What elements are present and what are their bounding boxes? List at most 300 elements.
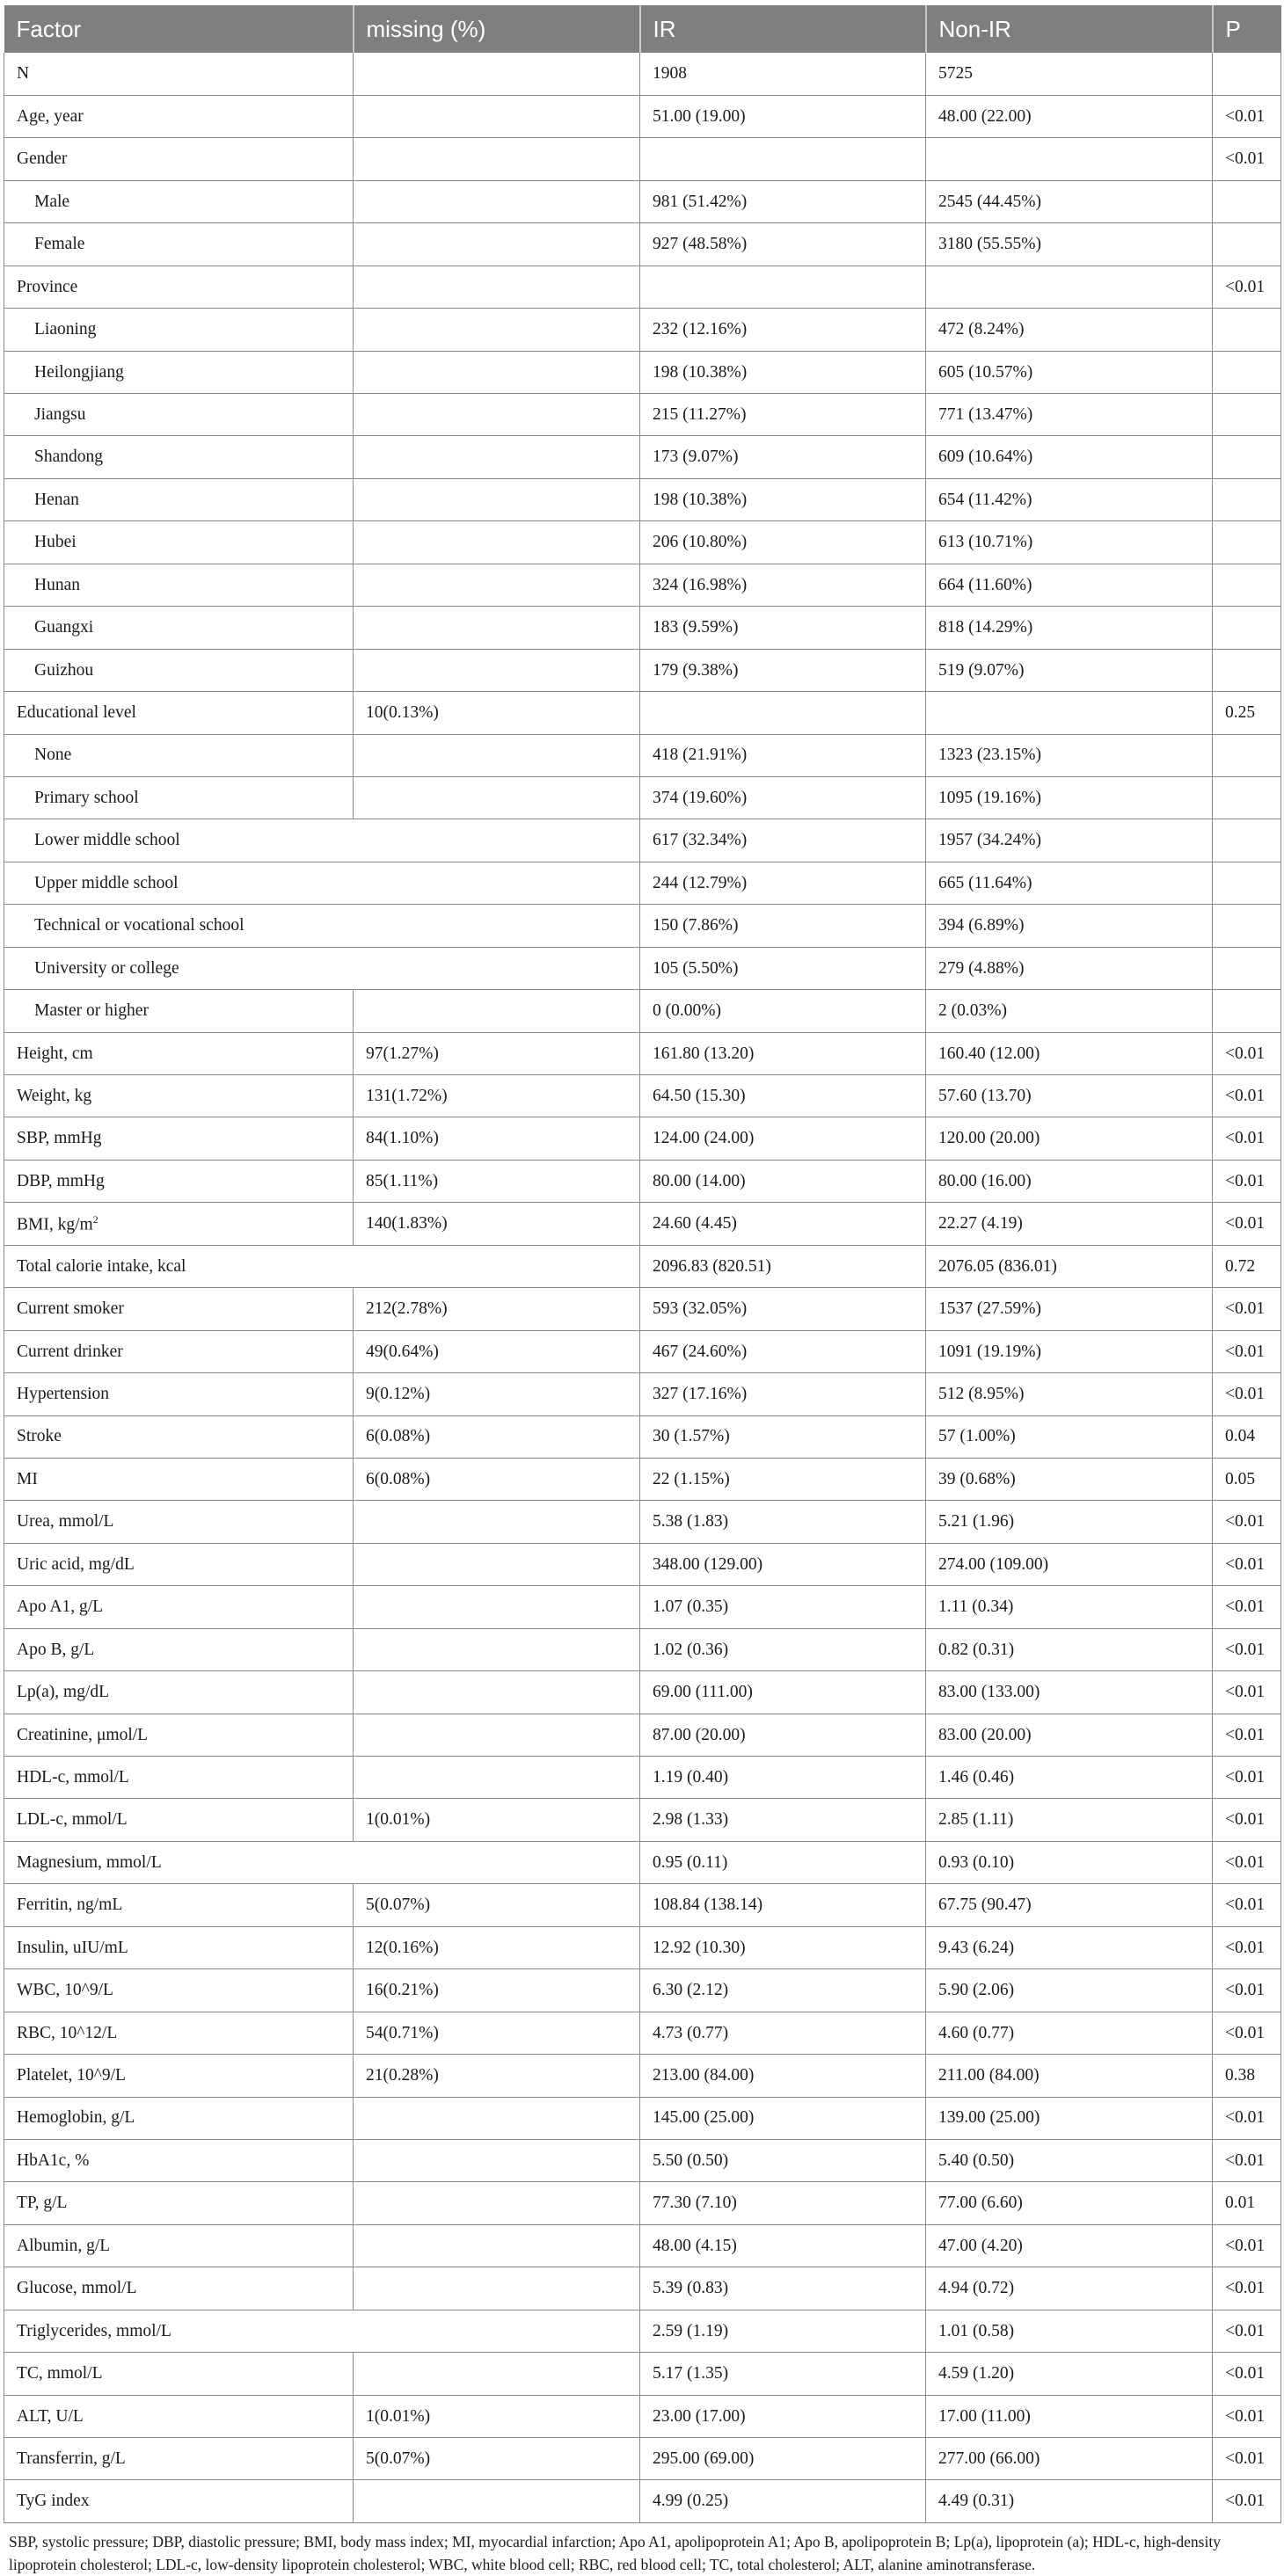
factor-label: Magnesium, mmol/L [17,1852,162,1872]
cell-p: 0.72 [1213,1245,1281,1287]
cell-p: <0.01 [1213,1926,1281,1968]
cell-p [1213,478,1281,520]
cell-missing [354,138,640,180]
table-row [4,564,1281,606]
table-row [4,2438,1281,2480]
cell-ir: 6.30 (2.12) [640,1969,926,2012]
cell-p [1213,862,1281,904]
table-row [4,223,1281,266]
factor-label: Urea, mmol/L [17,1512,114,1532]
cell-non-ir: 47.00 (4.20) [926,2224,1213,2267]
factor-label: Total calorie intake, kcal [17,1256,186,1276]
table-row [4,776,1281,819]
cell-missing [354,2267,640,2310]
factor-label: Province [17,277,78,296]
table-row [4,1117,1281,1160]
cell-non-ir: 4.94 (0.72) [926,2267,1213,2310]
table-row [4,266,1281,308]
factor-label: Stroke [17,1427,62,1446]
cell-factor [4,180,354,222]
cell-ir: 145.00 (25.00) [640,2097,926,2139]
cell-p [1213,734,1281,776]
cell-missing: 5(0.07%) [354,1884,640,1926]
cell-p: <0.01 [1213,1501,1281,1543]
cell-p [1213,990,1281,1032]
cell-missing [354,1841,640,1883]
cell-p: <0.01 [1213,1330,1281,1372]
cell-missing [354,2182,640,2224]
cell-ir: 418 (21.91%) [640,734,926,776]
cell-non-ir: 519 (9.07%) [926,649,1213,691]
table-row [4,2480,1281,2522]
cell-non-ir: 1.46 (0.46) [926,1757,1213,1799]
cell-factor [4,819,354,862]
cell-factor [4,394,354,436]
table-row [4,819,1281,862]
cell-ir: 179 (9.38%) [640,649,926,691]
cell-ir: 173 (9.07%) [640,436,926,478]
table-row [4,990,1281,1032]
cell-ir: 4.73 (0.77) [640,2012,926,2054]
cell-factor [4,1884,354,1926]
table-row [4,905,1281,947]
cell-missing [354,223,640,266]
table-row [4,2139,1281,2181]
cell-factor [4,2310,354,2352]
cell-factor [4,309,354,351]
cell-missing: 49(0.64%) [354,1330,640,1372]
cell-non-ir: 1.11 (0.34) [926,1586,1213,1628]
cell-missing: 140(1.83%) [354,1203,640,1245]
table-row [4,1628,1281,1670]
cell-missing [354,564,640,606]
cell-missing [354,1628,640,1670]
cell-missing [354,819,640,862]
cell-non-ir: 2545 (44.45%) [926,180,1213,222]
cell-factor [4,990,354,1032]
factor-label: Technical or vocational school [34,916,244,935]
cell-ir: 1.07 (0.35) [640,1586,926,1628]
cell-factor [4,1203,354,1245]
factor-label: BMI, kg/m [17,1215,93,1234]
cell-non-ir: 5.90 (2.06) [926,1969,1213,2012]
cell-ir: 244 (12.79%) [640,862,926,904]
cell-missing: 6(0.08%) [354,1458,640,1500]
cell-p: <0.01 [1213,1373,1281,1415]
table-row [4,2224,1281,2267]
cell-ir: 64.50 (15.30) [640,1075,926,1117]
cell-p: <0.01 [1213,2438,1281,2480]
table-row [4,2012,1281,2054]
factor-label: Liaoning [34,320,97,339]
cell-p [1213,53,1281,95]
cell-missing: 12(0.16%) [354,1926,640,1968]
table-row [4,394,1281,436]
factor-label: N [17,64,30,84]
cell-missing [354,266,640,308]
cell-missing [354,1586,640,1628]
table-container [4,5,1280,2576]
cell-factor [4,1501,354,1543]
table-row [4,180,1281,222]
cell-missing [354,351,640,393]
factor-label: Triglycerides, mmol/L [17,2321,171,2340]
cell-missing [354,1501,640,1543]
cell-p: 0.25 [1213,692,1281,734]
cell-missing: 6(0.08%) [354,1415,640,1458]
factor-label: Lp(a), mg/dL [17,1683,110,1702]
cell-missing [354,478,640,520]
cell-ir: 348.00 (129.00) [640,1543,926,1585]
cell-factor [4,1926,354,1968]
cell-factor [4,776,354,819]
cell-p: <0.01 [1213,1714,1281,1756]
table-row [4,607,1281,649]
factor-label: Ferritin, ng/mL [17,1896,123,1915]
cell-p: <0.01 [1213,138,1281,180]
cell-non-ir: 17.00 (11.00) [926,2395,1213,2437]
cell-non-ir: 394 (6.89%) [926,905,1213,947]
cell-non-ir: 1537 (27.59%) [926,1288,1213,1330]
factor-label: WBC, 10^9/L [17,1981,113,2000]
cell-factor [4,947,354,989]
cell-non-ir: 818 (14.29%) [926,607,1213,649]
table-row [4,1160,1281,1202]
cell-non-ir: 1957 (34.24%) [926,819,1213,862]
cell-factor [4,2182,354,2224]
cell-non-ir: 2.85 (1.11) [926,1799,1213,1841]
cell-ir: 232 (12.16%) [640,309,926,351]
cell-non-ir: 512 (8.95%) [926,1373,1213,1415]
cell-factor [4,2353,354,2395]
cell-p: <0.01 [1213,2395,1281,2437]
cell-non-ir: 665 (11.64%) [926,862,1213,904]
cell-factor [4,905,354,947]
cell-ir: 1.02 (0.36) [640,1628,926,1670]
cell-missing [354,905,640,947]
table-row [4,1841,1281,1883]
cell-missing: 84(1.10%) [354,1117,640,1160]
factor-label: Jiangsu [34,404,86,424]
table-row [4,1671,1281,1714]
table-footnote: SBP, systolic pressure; DBP, diastolic pressure; BMI, body mass index; MI, myocardial infarction; Apo A1, apolipoprotein A1; Apo B, apolipoprotein B; Lp(a), lipoprotein (a); HDL-c, high-density lipoprotein cholesterol; LDL-c, low-density lipoprotein cholesterol; WBC, white blood cell; RBC, red blood cell; TC, total cholesterol; ALT, alanine aminotransferase. [9,2532,1221,2573]
cell-ir: 108.84 (138.14) [640,1884,926,1926]
cell-factor [4,2097,354,2139]
cell-non-ir: 0.93 (0.10) [926,1841,1213,1883]
factor-label: Insulin, uIU/mL [17,1938,128,1957]
cell-non-ir: 654 (11.42%) [926,478,1213,520]
cell-factor [4,649,354,691]
factor-label: Primary school [34,788,139,807]
cell-factor [4,1628,354,1670]
cell-non-ir: 605 (10.57%) [926,351,1213,393]
cell-factor [4,2012,354,2054]
factor-label: Guizhou [34,660,94,680]
cell-p: <0.01 [1213,1841,1281,1883]
cell-non-ir: 80.00 (16.00) [926,1160,1213,1202]
cell-missing: 212(2.78%) [354,1288,640,1330]
cell-p [1213,394,1281,436]
table-row [4,1075,1281,1117]
cell-missing [354,521,640,564]
cell-non-ir: 83.00 (20.00) [926,1714,1213,1756]
cell-factor [4,607,354,649]
cell-p [1213,180,1281,222]
cell-p: <0.01 [1213,1543,1281,1585]
factor-label: Uric acid, mg/dL [17,1554,135,1574]
cell-factor [4,1075,354,1117]
cell-ir: 374 (19.60%) [640,776,926,819]
cell-non-ir: 2076.05 (836.01) [926,1245,1213,1287]
cell-ir: 5.39 (0.83) [640,2267,926,2310]
factor-label: Current drinker [17,1342,123,1361]
cell-factor [4,1671,354,1714]
cell-factor [4,1373,354,1415]
table-row [4,2353,1281,2395]
cell-missing [354,1245,640,1287]
cell-factor [4,521,354,564]
factor-label: None [34,746,72,765]
table-row [4,862,1281,904]
cell-ir: 80.00 (14.00) [640,1160,926,1202]
table-row [4,1330,1281,1372]
cell-non-ir: 4.49 (0.31) [926,2480,1213,2522]
factor-label: Transferrin, g/L [17,2449,126,2468]
table-row [4,1969,1281,2012]
cell-p: <0.01 [1213,1075,1281,1117]
cell-p: <0.01 [1213,2353,1281,2395]
factor-label: Male [34,192,70,211]
cell-missing [354,649,640,691]
table-row [4,1926,1281,1968]
cell-factor [4,2395,354,2437]
cell-missing: 10(0.13%) [354,692,640,734]
cell-factor [4,1415,354,1458]
factor-label: Female [34,235,85,254]
cell-p: <0.01 [1213,2267,1281,2310]
cell-p: <0.01 [1213,2012,1281,2054]
cell-non-ir [926,138,1213,180]
factor-label: University or college [34,958,179,978]
cell-non-ir: 67.75 (90.47) [926,1884,1213,1926]
factor-label: Current smoker [17,1299,124,1319]
cell-non-ir: 609 (10.64%) [926,436,1213,478]
factor-label: TC, mmol/L [17,2364,103,2383]
cell-ir: 1.19 (0.40) [640,1757,926,1799]
cell-missing [354,1714,640,1756]
cell-factor [4,1160,354,1202]
cell-ir: 124.00 (24.00) [640,1117,926,1160]
table-row [4,478,1281,520]
factor-label: TP, g/L [17,2194,68,2213]
cell-p: <0.01 [1213,266,1281,308]
factor-label: Apo B, g/L [17,1640,95,1659]
cell-non-ir: 277.00 (66.00) [926,2438,1213,2480]
cell-non-ir: 4.59 (1.20) [926,2353,1213,2395]
cell-p: <0.01 [1213,1117,1281,1160]
cell-non-ir: 472 (8.24%) [926,309,1213,351]
factor-label: RBC, 10^12/L [17,2023,118,2042]
cell-ir: 48.00 (4.15) [640,2224,926,2267]
cell-missing [354,1543,640,1585]
cell-factor [4,1288,354,1330]
cell-missing [354,1671,640,1714]
cell-p [1213,947,1281,989]
cell-p [1213,521,1281,564]
cell-factor [4,1117,354,1160]
cell-missing [354,394,640,436]
cell-ir: 198 (10.38%) [640,478,926,520]
cell-missing: 54(0.71%) [354,2012,640,2054]
table-row [4,1373,1281,1415]
cell-p: <0.01 [1213,1032,1281,1074]
cell-missing [354,2310,640,2352]
cell-ir: 295.00 (69.00) [640,2438,926,2480]
cell-factor [4,1757,354,1799]
cell-ir: 5.38 (1.83) [640,1501,926,1543]
cell-ir: 51.00 (19.00) [640,95,926,137]
cell-ir: 2.59 (1.19) [640,2310,926,2352]
cell-factor [4,1458,354,1500]
cell-factor [4,1245,354,1287]
cell-p: <0.01 [1213,1628,1281,1670]
cell-missing: 1(0.01%) [354,2395,640,2437]
cell-factor [4,436,354,478]
cell-non-ir: 160.40 (12.00) [926,1032,1213,1074]
table-row [4,734,1281,776]
cell-non-ir [926,692,1213,734]
cell-factor [4,1714,354,1756]
cell-ir [640,266,926,308]
factor-label: Henan [34,490,79,509]
cell-missing [354,607,640,649]
cell-ir: 327 (17.16%) [640,1373,926,1415]
factor-label: ALT, U/L [17,2406,84,2426]
cell-ir: 324 (16.98%) [640,564,926,606]
header-non-ir: Non-IR [926,5,1213,53]
factor-label: Shandong [34,448,103,467]
cell-non-ir: 2 (0.03%) [926,990,1213,1032]
factor-label: Hunan [34,575,80,594]
cell-factor [4,1841,354,1883]
table-row [4,53,1281,95]
cell-p: <0.01 [1213,1969,1281,2012]
factor-label: Hypertension [17,1385,110,1404]
factor-label: Age, year [17,106,84,126]
factor-label: SBP, mmHg [17,1129,102,1148]
cell-ir: 0 (0.00%) [640,990,926,1032]
factor-label: Educational level [17,703,136,723]
cell-non-ir: 613 (10.71%) [926,521,1213,564]
table-row [4,1757,1281,1799]
cell-p [1213,436,1281,478]
factor-superscript: 2 [92,1213,98,1226]
cell-ir: 30 (1.57%) [640,1415,926,1458]
cell-ir: 5.17 (1.35) [640,2353,926,2395]
cell-p: <0.01 [1213,2097,1281,2139]
cell-p [1213,776,1281,819]
cell-ir: 593 (32.05%) [640,1288,926,1330]
cell-ir: 23.00 (17.00) [640,2395,926,2437]
cell-p: <0.01 [1213,1160,1281,1202]
cell-non-ir: 139.00 (25.00) [926,2097,1213,2139]
cell-missing [354,2224,640,2267]
factor-label: HbA1c, % [17,2150,90,2170]
cell-p [1213,607,1281,649]
cell-factor [4,2438,354,2480]
cell-factor [4,223,354,266]
cell-factor [4,862,354,904]
table-row [4,1714,1281,1756]
cell-ir: 183 (9.59%) [640,607,926,649]
cell-ir: 617 (32.34%) [640,819,926,862]
table-row [4,1415,1281,1458]
cell-missing: 21(0.28%) [354,2055,640,2097]
factor-label: Weight, kg [17,1086,92,1105]
cell-ir: 2096.83 (820.51) [640,1245,926,1287]
cell-ir: 206 (10.80%) [640,521,926,564]
cell-missing [354,2480,640,2522]
factor-label: Height, cm [17,1044,93,1063]
cell-ir: 2.98 (1.33) [640,1799,926,1841]
cell-ir: 213.00 (84.00) [640,2055,926,2097]
cell-p: <0.01 [1213,1757,1281,1799]
cell-non-ir: 771 (13.47%) [926,394,1213,436]
cell-factor [4,95,354,137]
cell-factor [4,1543,354,1585]
table-body [4,53,1281,2522]
cell-p: <0.01 [1213,2224,1281,2267]
header-factor: Factor [4,5,354,53]
table-row [4,1288,1281,1330]
cell-ir: 161.80 (13.20) [640,1032,926,1074]
cell-factor [4,1330,354,1372]
factor-label: Apo A1, g/L [17,1597,104,1617]
table-row [4,1203,1281,1245]
cell-ir: 24.60 (4.45) [640,1203,926,1245]
table-row [4,1586,1281,1628]
cell-factor [4,692,354,734]
cell-factor [4,53,354,95]
table-header-row [4,5,1281,53]
cell-factor [4,478,354,520]
cell-non-ir: 0.82 (0.31) [926,1628,1213,1670]
cell-non-ir: 4.60 (0.77) [926,2012,1213,2054]
factor-label: Albumin, g/L [17,2236,111,2255]
factor-label: Creatinine, μmol/L [17,1725,149,1744]
cell-non-ir: 57 (1.00%) [926,1415,1213,1458]
cell-non-ir: 39 (0.68%) [926,1458,1213,1500]
factor-label: Guangxi [34,618,94,637]
cell-non-ir: 1091 (19.19%) [926,1330,1213,1372]
table-row [4,1799,1281,1841]
cell-non-ir [926,266,1213,308]
table-row [4,2310,1281,2352]
cell-p: <0.01 [1213,1586,1281,1628]
cell-non-ir: 1.01 (0.58) [926,2310,1213,2352]
factor-label: Gender [17,149,68,169]
cell-non-ir: 5.21 (1.96) [926,1501,1213,1543]
cell-factor [4,2224,354,2267]
table-row [4,351,1281,393]
factor-label: Hubei [34,533,77,552]
cell-missing [354,436,640,478]
cell-p [1213,309,1281,351]
cell-p: 0.04 [1213,1415,1281,1458]
table-row [4,1884,1281,1926]
cell-factor [4,1586,354,1628]
table-row [4,692,1281,734]
